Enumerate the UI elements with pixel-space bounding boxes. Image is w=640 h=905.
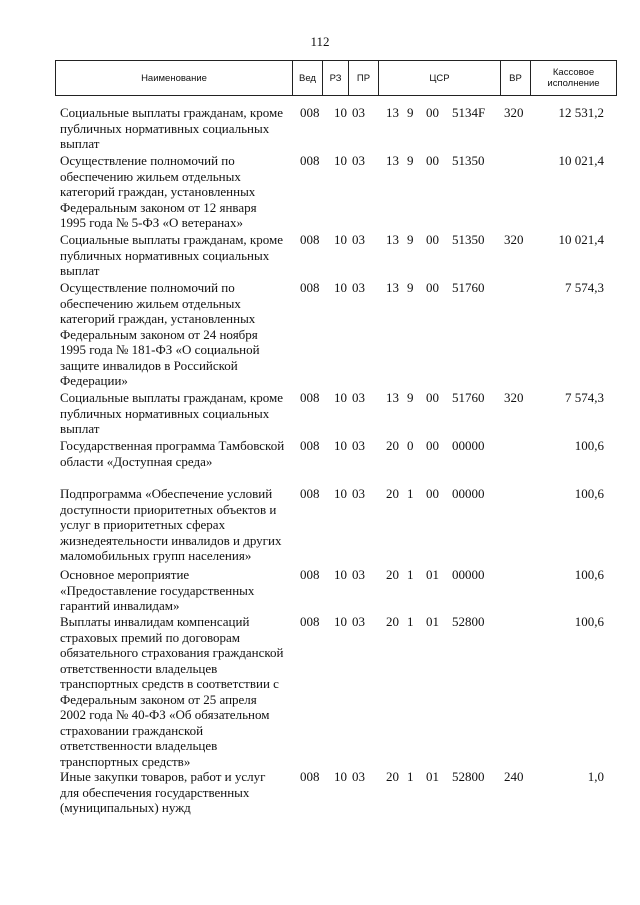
header-vr: ВР bbox=[500, 60, 530, 96]
row-csr-event: 01 bbox=[426, 769, 439, 784]
row-rz: 10 bbox=[334, 105, 347, 120]
row-csr-direction: 00000 bbox=[452, 567, 485, 582]
row-sum: 1,0 bbox=[587, 769, 604, 784]
row-csr-direction: 52800 bbox=[452, 614, 485, 629]
row-csr-event: 00 bbox=[426, 438, 439, 453]
row-pr: 03 bbox=[352, 614, 365, 629]
row-pr: 03 bbox=[352, 769, 365, 784]
row-sum: 7 574,3 bbox=[565, 390, 604, 405]
row-name: Государственная программа Тамбовской области «Доступная среда» bbox=[60, 438, 285, 469]
row-csr-direction: 00000 bbox=[452, 486, 485, 501]
row-csr-subprogram: 1 bbox=[407, 567, 414, 582]
row-ved: 008 bbox=[300, 614, 320, 629]
row-csr-event: 00 bbox=[426, 280, 439, 295]
row-pr: 03 bbox=[352, 153, 365, 168]
row-csr-event: 01 bbox=[426, 567, 439, 582]
row-csr-subprogram: 9 bbox=[407, 105, 414, 120]
row-sum: 100,6 bbox=[574, 438, 604, 453]
row-csr-program: 13 bbox=[386, 280, 399, 295]
row-sum: 100,6 bbox=[574, 486, 604, 501]
row-name: Социальные выплаты гражданам, кроме публичных нормативных социальных выплат bbox=[60, 232, 283, 278]
row-name: Основное мероприятие «Предоставление государственных гарантий инвалидам» bbox=[60, 567, 255, 613]
row-pr: 03 bbox=[352, 280, 365, 295]
row-csr-program: 20 bbox=[386, 567, 399, 582]
row-pr: 03 bbox=[352, 438, 365, 453]
row-rz: 10 bbox=[334, 280, 347, 295]
row-ved: 008 bbox=[300, 153, 320, 168]
row-pr: 03 bbox=[352, 232, 365, 247]
row-name: Иные закупки товаров, работ и услуг для обеспечения государственных (муниципальных) нужд bbox=[60, 769, 266, 815]
row-ved: 008 bbox=[300, 567, 320, 582]
row-ved: 008 bbox=[300, 769, 320, 784]
row-name: Осуществление полномочий по обеспечению жильем отдельных категорий граждан, установленных Федеральным законом от 24 ноября 1995 года № 181-ФЗ «О социальной защите инвалидов в Российской Федерации» bbox=[60, 280, 260, 388]
row-sum: 12 531,2 bbox=[558, 105, 604, 120]
row-vr: 240 bbox=[504, 769, 524, 784]
row-csr-event: 00 bbox=[426, 105, 439, 120]
page-number: 112 bbox=[310, 34, 330, 49]
header-csr: ЦСР bbox=[378, 60, 500, 96]
row-vr: 320 bbox=[504, 105, 524, 120]
row-name: Осуществление полномочий по обеспечению жильем отдельных категорий граждан, установленных Федеральным законом от 12 января 1995 года № 5-ФЗ «О ветеранах» bbox=[60, 153, 257, 230]
row-csr-direction: 51350 bbox=[452, 232, 485, 247]
row-csr-program: 13 bbox=[386, 390, 399, 405]
row-name: Социальные выплаты гражданам, кроме публичных нормативных социальных выплат bbox=[60, 390, 283, 436]
row-rz: 10 bbox=[334, 567, 347, 582]
header-name: Наименование bbox=[55, 60, 292, 96]
header-ved: Вед bbox=[292, 60, 322, 96]
header-pr: ПР bbox=[348, 60, 378, 96]
row-ved: 008 bbox=[300, 390, 320, 405]
row-csr-subprogram: 1 bbox=[407, 614, 414, 629]
row-csr-direction: 51760 bbox=[452, 280, 485, 295]
row-rz: 10 bbox=[334, 232, 347, 247]
row-csr-subprogram: 1 bbox=[407, 486, 414, 501]
row-csr-subprogram: 9 bbox=[407, 232, 414, 247]
row-csr-direction: 51760 bbox=[452, 390, 485, 405]
row-name: Выплаты инвалидам компенсаций страховых премий по договорам обязательного страхования гражданской ответственности владельцев транспортных средств в соответствии с Федеральным законом от 25 апреля 2002 года № 40-ФЗ «Об обязательном страховании гражданской ответственности владельцев транспортных средств» bbox=[60, 614, 284, 769]
row-rz: 10 bbox=[334, 438, 347, 453]
row-csr-program: 20 bbox=[386, 769, 399, 784]
row-sum: 10 021,4 bbox=[558, 153, 604, 168]
header-rz: РЗ bbox=[322, 60, 348, 96]
row-csr-event: 00 bbox=[426, 486, 439, 501]
row-csr-subprogram: 9 bbox=[407, 153, 414, 168]
row-vr: 320 bbox=[504, 390, 524, 405]
row-csr-program: 13 bbox=[386, 232, 399, 247]
table-header bbox=[55, 60, 617, 96]
row-csr-subprogram: 0 bbox=[407, 438, 414, 453]
header-sum: Кассовое исполнение bbox=[530, 60, 617, 96]
row-csr-program: 20 bbox=[386, 486, 399, 501]
row-csr-direction: 00000 bbox=[452, 438, 485, 453]
row-csr-event: 00 bbox=[426, 153, 439, 168]
row-csr-program: 13 bbox=[386, 153, 399, 168]
row-rz: 10 bbox=[334, 153, 347, 168]
row-csr-direction: 51350 bbox=[452, 153, 485, 168]
row-sum: 100,6 bbox=[574, 567, 604, 582]
row-rz: 10 bbox=[334, 769, 347, 784]
row-csr-direction: 5134F bbox=[452, 105, 486, 120]
row-vr: 320 bbox=[504, 232, 524, 247]
row-csr-subprogram: 9 bbox=[407, 280, 414, 295]
row-csr-program: 20 bbox=[386, 438, 399, 453]
row-ved: 008 bbox=[300, 438, 320, 453]
row-csr-direction: 52800 bbox=[452, 769, 485, 784]
row-pr: 03 bbox=[352, 567, 365, 582]
row-name: Социальные выплаты гражданам, кроме публичных нормативных социальных выплат bbox=[60, 105, 283, 151]
row-rz: 10 bbox=[334, 390, 347, 405]
row-sum: 7 574,3 bbox=[565, 280, 604, 295]
row-ved: 008 bbox=[300, 486, 320, 501]
row-ved: 008 bbox=[300, 232, 320, 247]
row-pr: 03 bbox=[352, 105, 365, 120]
row-csr-event: 00 bbox=[426, 390, 439, 405]
row-csr-subprogram: 9 bbox=[407, 390, 414, 405]
row-pr: 03 bbox=[352, 390, 365, 405]
row-name: Подпрограмма «Обеспечение условий доступности приоритетных объектов и услуг в приоритетных сферах жизнедеятельности инвалидов и других маломобильных групп населения» bbox=[60, 486, 282, 563]
row-rz: 10 bbox=[334, 614, 347, 629]
row-csr-program: 20 bbox=[386, 614, 399, 629]
row-rz: 10 bbox=[334, 486, 347, 501]
row-csr-program: 13 bbox=[386, 105, 399, 120]
row-pr: 03 bbox=[352, 486, 365, 501]
row-csr-event: 01 bbox=[426, 614, 439, 629]
row-sum: 10 021,4 bbox=[558, 232, 604, 247]
row-csr-subprogram: 1 bbox=[407, 769, 414, 784]
row-csr-event: 00 bbox=[426, 232, 439, 247]
row-ved: 008 bbox=[300, 280, 320, 295]
row-ved: 008 bbox=[300, 105, 320, 120]
row-sum: 100,6 bbox=[574, 614, 604, 629]
